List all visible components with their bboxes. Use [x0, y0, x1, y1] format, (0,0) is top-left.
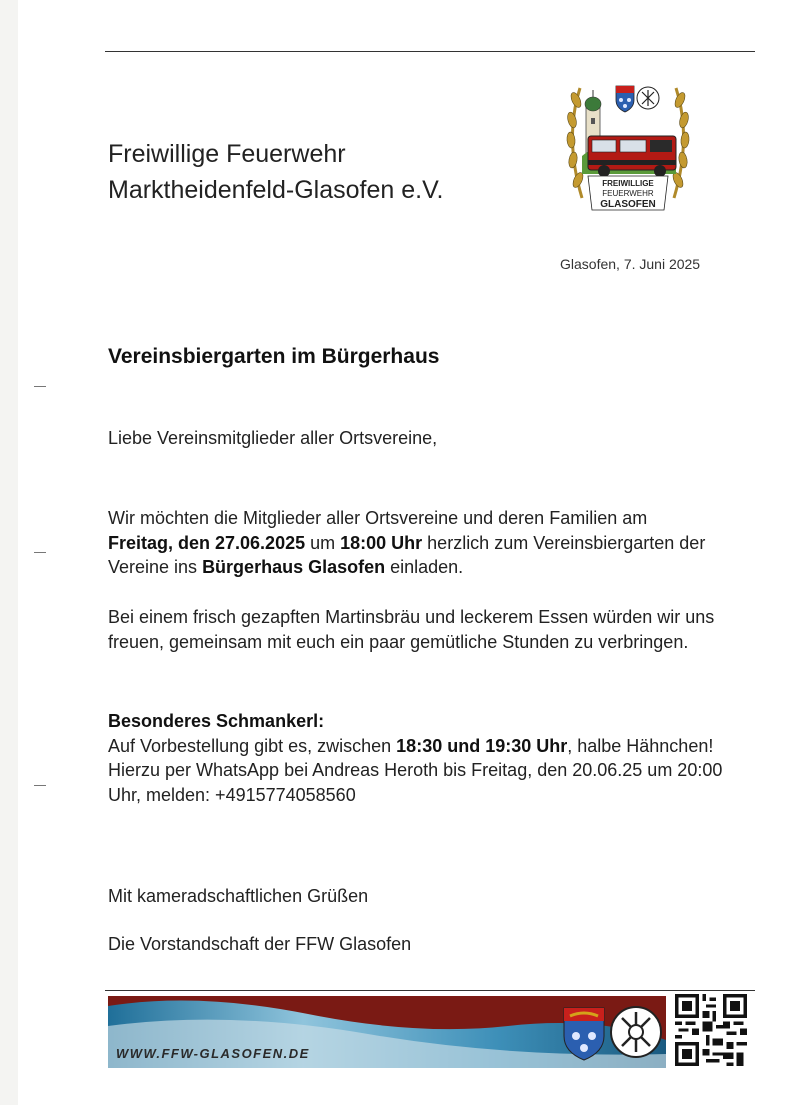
footer-banner — [108, 996, 666, 1068]
special-offer-paragraph — [108, 709, 758, 807]
event-date: Freitag, den 27.06.2025 — [108, 532, 306, 553]
qr-code-icon — [675, 994, 747, 1066]
logo-text-line-1: FREIWILLIGE — [602, 179, 654, 188]
organization-name — [108, 136, 443, 208]
invitation-text: Wir möchten die Mitglieder aller Ortsvereine und deren Familien am — [108, 508, 648, 528]
event-time: 18:00 Uhr — [340, 532, 423, 553]
fold-mark — [34, 552, 46, 553]
org-line-2: Marktheidenfeld-Glasofen e.V. — [108, 176, 444, 204]
letter-title: Vereinsbiergarten im Bürgerhaus — [108, 345, 440, 368]
fold-mark — [34, 785, 46, 786]
org-line-1: Freiwillige Feuerwehr — [108, 140, 346, 168]
footer-rule — [105, 990, 755, 991]
invitation-text: um — [305, 532, 341, 553]
event-location: Bürgerhaus Glasofen — [202, 557, 386, 577]
food-paragraph: Bei einem frisch gezapften Martinsbräu und leckerem Essen würden wir uns freuen, gemeinsam mit euch ein paar gemütliche Stunden zu verbringen. — [108, 607, 715, 652]
website-url: WWW.FFW-GLASOFEN.DE — [116, 1046, 310, 1061]
letter-date: Glasofen, 7. Juni 2025 — [560, 256, 701, 272]
closing-greeting: Mit kameradschaftlichen Grüßen — [108, 886, 369, 906]
fold-mark — [34, 386, 46, 387]
special-text: , halbe Hähnchen! — [567, 735, 714, 756]
invitation-text: einladen. — [385, 557, 464, 577]
signature: Die Vorstandschaft der FFW Glasofen — [108, 934, 412, 954]
logo-text-line-3: GLASOFEN — [600, 199, 656, 210]
salutation: Liebe Vereinsmitglieder aller Ortsvereine, — [108, 428, 438, 448]
whatsapp-order-info: Hierzu per WhatsApp bei Andreas Heroth bis Freitag, den 20.06.25 um 20:00 Uhr, melden: +4915774058560 — [108, 760, 723, 805]
special-text: Auf Vorbestellung gibt es, zwischen — [108, 735, 397, 756]
header-rule — [105, 51, 755, 52]
logo-text-line-2: FEUERWEHR — [602, 189, 654, 198]
invitation-text: herzlich zum Vereinsbiergarten der Vereine ins — [108, 532, 706, 577]
fire-brigade-emblem-icon — [560, 78, 696, 214]
invitation-paragraph — [108, 506, 758, 580]
special-time: 18:30 und 19:30 Uhr — [396, 735, 568, 756]
special-title: Besonderes Schmankerl: — [108, 711, 325, 731]
